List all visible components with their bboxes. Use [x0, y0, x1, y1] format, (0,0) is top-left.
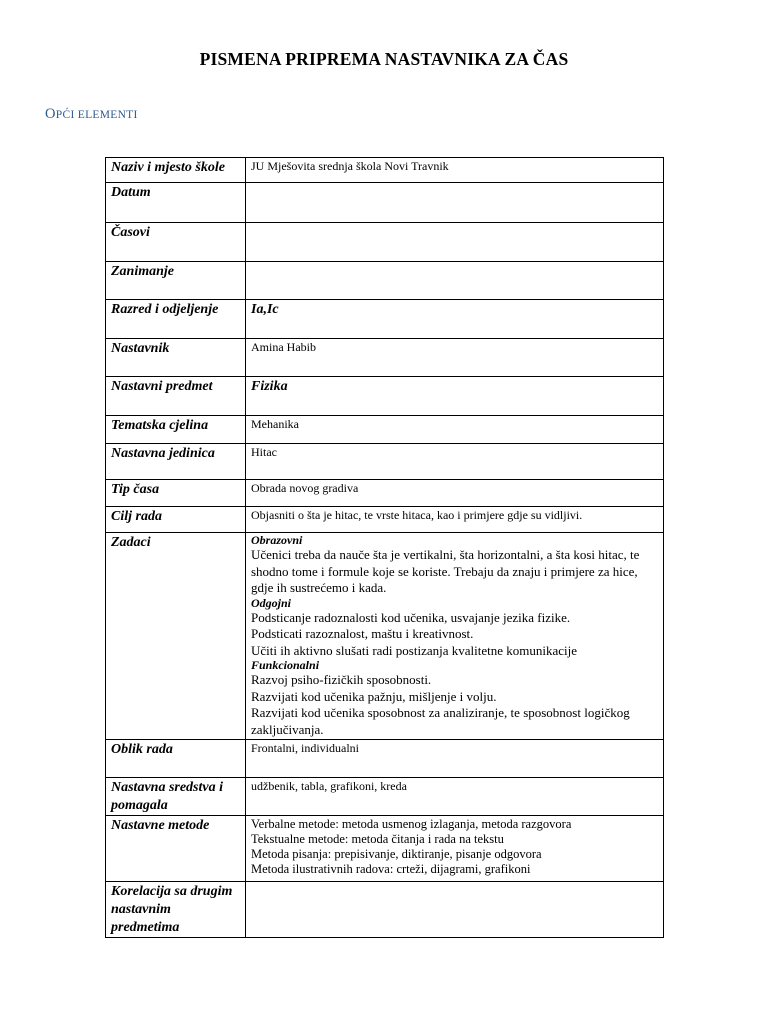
row-label-subject: Nastavni predmet	[106, 377, 246, 416]
row-label-aids: Nastavna sredstva i pomagala	[106, 778, 246, 816]
row-value-teacher: Amina Habib	[246, 339, 664, 377]
row-value-hours	[246, 223, 664, 262]
row-label-methods: Nastavne metode	[106, 816, 246, 882]
row-label-lesson: Nastavna jedinica	[106, 444, 246, 480]
row-value-goal: Objasniti o šta je hitac, te vrste hitaca, kao i primjere gdje su vidljivi.	[246, 507, 664, 533]
tasks-upbringing-line: Podsticanje radoznalosti kod učenika, usvajanje jezika fizike.	[251, 609, 571, 625]
row-value-occupation	[246, 262, 664, 300]
tasks-functional-heading: Funkcionalni	[251, 658, 320, 672]
table-row	[106, 377, 664, 416]
table-row	[106, 480, 664, 507]
row-value-subject: Fizika	[246, 377, 664, 416]
table-row	[106, 778, 664, 816]
tasks-functional-line: Razvoj psiho-fizičkih sposobnosti.	[251, 672, 432, 687]
tasks-upbringing-line: Podsticati razoznalost, maštu i kreativnost.	[251, 626, 474, 641]
tasks-functional-line: Razvijati kod učenika sposobnost za analiziranje, te sposobnost logičkog zaključivanja.	[251, 705, 630, 737]
row-value-form: Frontalni, individualni	[246, 740, 664, 778]
row-label-grade: Razred i odjeljenje	[106, 300, 246, 339]
table-row	[106, 339, 664, 377]
table-row	[106, 507, 664, 533]
row-label-correlation: Korelacija sa drugim nastavnim predmetima	[106, 882, 246, 938]
row-label-type: Tip časa	[106, 480, 246, 507]
row-value-grade: Ia,Ic	[246, 300, 664, 339]
section-heading	[45, 106, 138, 123]
row-value-date	[246, 183, 664, 223]
row-label-tasks: Zadaci	[106, 533, 246, 740]
row-label-date: Datum	[106, 183, 246, 223]
row-value-aids: udžbenik, tabla, grafikoni, kreda	[246, 778, 664, 816]
row-value-school: JU Mješovita srednja škola Novi Travnik	[246, 158, 664, 183]
table-row	[106, 882, 664, 938]
methods-line: Metoda pisanja: prepisivanje, diktiranje, pisanje odgovora	[251, 847, 542, 861]
methods-line: Metoda ilustrativnih radova: crteži, dijagrami, grafikoni	[251, 862, 531, 876]
row-value-methods	[246, 816, 664, 882]
table-row	[106, 262, 664, 300]
table-row	[106, 740, 664, 778]
tasks-educational-text: Učenici treba da nauče šta je vertikalni, šta horizontalni, a šta kosi hitac, te shodno tome i formule koje se koriste. Trebaju da znaju i primjere za hice, gdje ih sustrećemo i kada.	[251, 547, 640, 595]
row-label-goal: Cilj rada	[106, 507, 246, 533]
page-title: PISMENA PRIPREMA NASTAVNIKA ZA ČAS	[199, 49, 569, 69]
methods-line: Verbalne metode: metoda usmenog izlaganja, metoda razgovora	[251, 817, 572, 831]
tasks-upbringing-heading: Odgojni	[251, 595, 292, 610]
table-row	[106, 416, 664, 444]
row-label-school: Naziv i mjesto škole	[106, 158, 246, 183]
lesson-info-table	[105, 157, 664, 938]
row-value-type: Obrada novog gradiva	[246, 480, 664, 507]
table-row	[106, 158, 664, 183]
table-row	[106, 223, 664, 262]
section-heading-rest: PĆI ELEMENTI	[55, 109, 138, 121]
table-row	[106, 300, 664, 339]
tasks-educational-heading: Obrazovni	[251, 533, 303, 547]
row-value-tasks	[246, 533, 664, 740]
row-label-teacher: Nastavnik	[106, 339, 246, 377]
methods-line: Tekstualne metode: metoda čitanja i rada na tekstu	[251, 832, 504, 846]
row-label-hours: Časovi	[106, 223, 246, 262]
table-row	[106, 444, 664, 480]
row-label-form: Oblik rada	[106, 740, 246, 778]
section-heading-initial: O	[45, 106, 56, 122]
row-value-correlation	[246, 882, 664, 938]
table-row	[106, 816, 664, 882]
row-value-lesson: Hitac	[246, 444, 664, 480]
table-row	[106, 183, 664, 223]
table-row	[106, 533, 664, 740]
tasks-functional-line: Razvijati kod učenika pažnju, mišljenje i volju.	[251, 688, 497, 704]
row-label-unit: Tematska cjelina	[106, 416, 246, 444]
row-label-occupation: Zanimanje	[106, 262, 246, 300]
tasks-upbringing-line: Učiti ih aktivno slušati radi postizanja kvalitetne komunikacije	[251, 642, 578, 658]
row-value-unit: Mehanika	[246, 416, 664, 444]
